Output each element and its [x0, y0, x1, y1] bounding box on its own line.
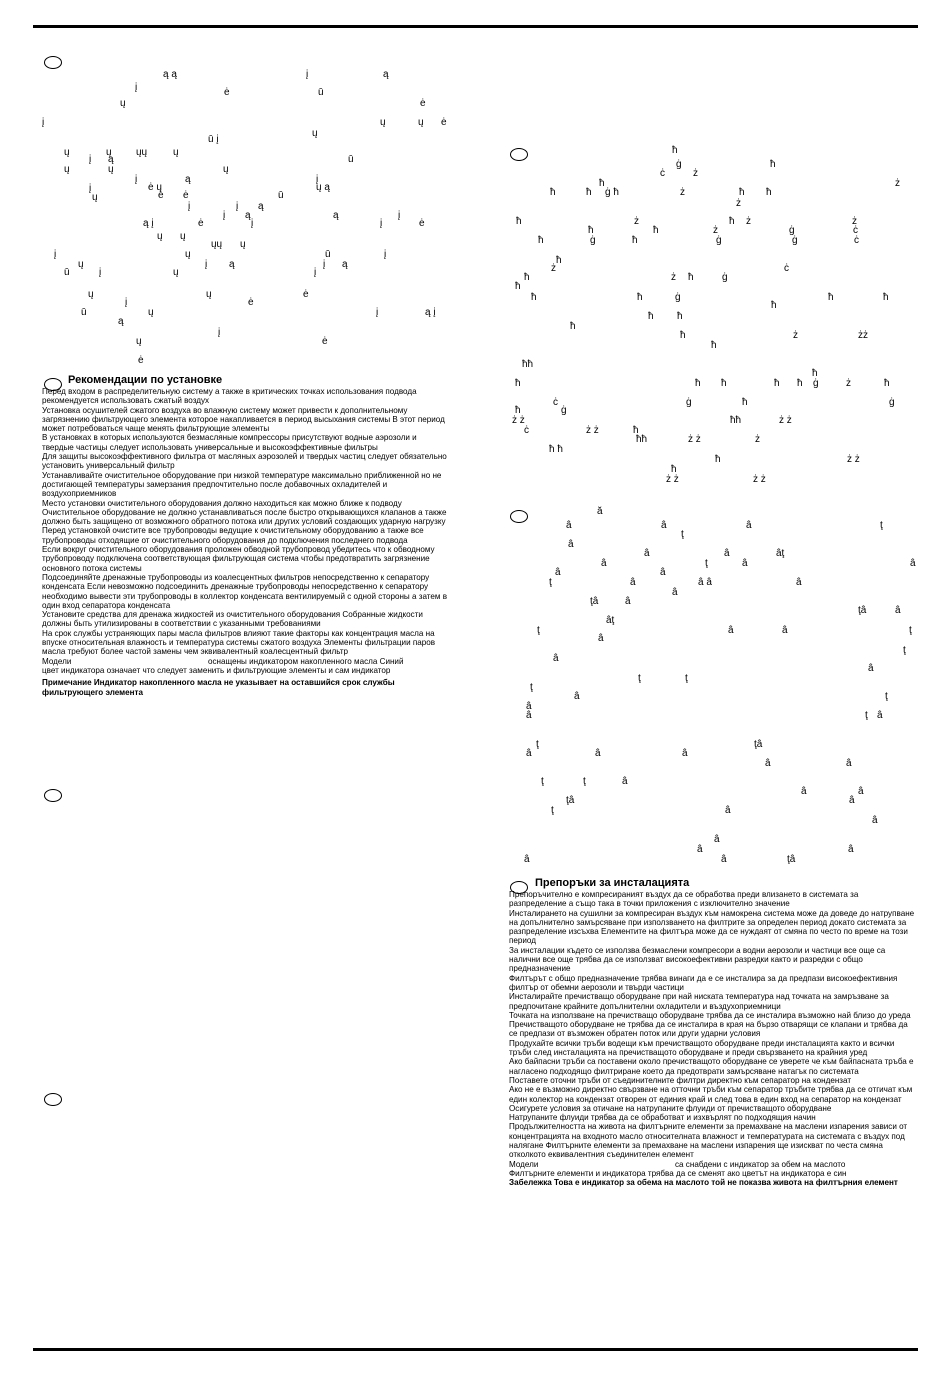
diacritic-glyph: â â [698, 577, 712, 588]
diacritic-glyph: ţ [681, 529, 684, 540]
diacritic-glyph: ą ą [163, 69, 177, 80]
diacritic-glyph: ų [78, 259, 84, 270]
diacritic-glyph: â [672, 587, 678, 598]
diacritic-glyph: ţ [583, 776, 586, 787]
diacritic-glyph: ħ [774, 378, 780, 389]
diacritic-glyph: ū [81, 307, 87, 318]
diacritic-glyph: â [910, 558, 916, 569]
section-title-ru: Рекомендации по установке [68, 374, 223, 386]
diacritic-glyph: â [895, 605, 901, 616]
diacritic-glyph: ġ [675, 292, 681, 303]
diacritic-glyph: ų [173, 267, 179, 278]
paragraph: Осигурете условия за отичане на натрупаните флуиди от пречистващото оборудване [509, 1103, 832, 1113]
diacritic-glyph: â [872, 815, 878, 826]
diacritic-glyph: ţ [705, 558, 708, 569]
paragraph: Инсталирайте пречистващо оборудване при най ниската температура над точката на замръзване за предпочитане крайните допълнителни охладители и въздухоприемници [509, 992, 889, 1011]
diacritic-glyph: ū į [208, 134, 219, 145]
diacritic-glyph: ż [680, 187, 685, 198]
paragraph: Для защиты высокоэффективного фильтра от масляных аэрозолей и твердых частиц следует обязательно установить универсальный фильтр [42, 452, 447, 471]
diacritic-glyph: ė [158, 190, 164, 201]
diacritic-glyph: ų [180, 231, 186, 242]
diacritic-glyph: ġ [590, 235, 596, 246]
diacritic-glyph: â [765, 758, 771, 769]
paragraph: Перед входом в распределительную систему а также в критических точках использования подвода рекомендуется использовать сжатый воздух [42, 387, 417, 406]
diacritic-glyph: ħ [588, 225, 594, 236]
diacritic-glyph: â [725, 805, 731, 816]
diacritic-glyph: ū [348, 154, 354, 165]
diacritic-glyph: ħ [632, 235, 638, 246]
diacritic-glyph: ż [852, 216, 857, 227]
diacritic-glyph: į [384, 249, 387, 260]
paragraph: Очистительное оборудование не должно устанавливаться после быстро открывающихся клапанов а также должно быть защищено от возможного обратного потока или других условий создающих ударную нагрузку [42, 507, 447, 527]
diacritic-glyph: ħ [633, 425, 639, 436]
diacritic-glyph: ų [88, 289, 94, 300]
diacritic-glyph: ġ [561, 405, 567, 416]
diacritic-glyph: ų [380, 117, 386, 128]
diacritic-glyph: ħ [531, 292, 537, 303]
diacritic-glyph: ų [120, 98, 126, 109]
language-marker-oval [44, 56, 62, 69]
diacritic-glyph: ġ ħ [605, 187, 619, 198]
diacritic-glyph: ų [92, 192, 98, 203]
diacritic-glyph: į [306, 69, 309, 80]
diacritic-glyph: ħ [550, 187, 556, 198]
diacritic-glyph: ħ [677, 311, 683, 322]
diacritic-glyph: â [574, 691, 580, 702]
diacritic-glyph: â [622, 776, 628, 787]
diacritic-glyph: ų [64, 164, 70, 175]
diacritic-glyph: ţâ [787, 854, 796, 865]
diacritic-glyph: â [644, 548, 650, 559]
language-marker-oval [44, 789, 62, 802]
diacritic-glyph: ħħ [522, 359, 534, 370]
diacritic-glyph: ġ [686, 397, 692, 408]
model-label-ru: Модели [42, 656, 72, 666]
paragraph: Если вокруг очистительного оборудования проложен обводной трубопровод убедитесь что к обводному трубопроводу подключена соответствующая фильтрующая система чтобы предотвратить загрязнение основного потока системы [42, 545, 435, 573]
diacritic-glyph: ġ [889, 397, 895, 408]
diacritic-glyph: ţâ [858, 605, 867, 616]
diacritic-glyph: ė [183, 190, 189, 201]
paragraph: В установках в которых используются безмасляные компрессоры присутствуют водные аэрозоли и твердые частицы следует использовать универсальные и высокоэффективные фильтры [42, 433, 417, 452]
diacritic-glyph: ż ż [688, 434, 701, 445]
diacritic-glyph: ė [138, 355, 144, 366]
paragraph: Установка осушителей сжатого воздуха во влажную систему может привести к дополнительному загрязнению фильтрующего элемента которое накапливается в период высыхания системы В этот период может потребоваться чаще менять фильтрующие элементы [42, 405, 445, 434]
diacritic-glyph: â [846, 758, 852, 769]
diacritic-glyph: ħ [515, 378, 521, 389]
paragraph: Натрупаните флуиди трябва да се обработват и изхвърлят по подходящия начин [509, 1113, 816, 1123]
diacritic-glyph: ţ [880, 520, 883, 531]
diacritic-glyph: ų [418, 117, 424, 128]
diacritic-glyph: ċ [853, 225, 858, 236]
diacritic-glyph: ą į [425, 307, 436, 318]
paragraph-list-ru [42, 387, 450, 657]
diacritic-glyph: ħ [556, 255, 562, 266]
diacritic-glyph: ż [846, 378, 851, 389]
diacritic-glyph: â [724, 548, 730, 559]
diacritic-glyph: ħ [671, 464, 677, 475]
bottom-rule [33, 1348, 918, 1351]
diacritic-glyph: ą [342, 259, 348, 270]
diacritic-glyph: â [682, 748, 688, 759]
diacritic-glyph: į [135, 82, 138, 93]
diacritic-glyph: į [89, 154, 92, 165]
diacritic-glyph: â [595, 748, 601, 759]
paragraph: Инсталирането на сушилни за компресиран въздух към намокрена система може да доведе до натрупване на допълнително замърсяване при използването на филтрите за определен период докато системата за разпределение изсъхва Елементите на филтъра може да се нуждаят от смяна по често по време на този период [509, 908, 915, 946]
section-bg [509, 877, 918, 1188]
diacritic-glyph: ħ [721, 378, 727, 389]
diacritic-glyph: į [99, 267, 102, 278]
diacritic-glyph: ż [895, 178, 900, 189]
language-marker-oval [44, 1093, 62, 1106]
diacritic-glyph: ż [755, 434, 760, 445]
diacritic-glyph: ū [325, 249, 331, 260]
diacritic-glyph: į [323, 259, 326, 270]
diacritic-glyph: ą [245, 210, 251, 221]
diacritic-glyph: ħ [637, 292, 643, 303]
model-line-bg [509, 1160, 918, 1169]
diacritic-glyph: ţ [909, 625, 912, 636]
diacritic-glyph: ė [224, 87, 230, 98]
diacritic-glyph: ċ [784, 263, 789, 274]
diacritic-glyph: ż [634, 216, 639, 227]
diacritic-glyph: į [236, 201, 239, 212]
diacritic-glyph: ż [713, 225, 718, 236]
diacritic-glyph: ż [671, 272, 676, 283]
diacritic-glyph: â [568, 539, 574, 550]
diacritic-glyph: ż [746, 216, 751, 227]
diacritic-glyph: âţ [776, 548, 785, 559]
diacritic-glyph: į [125, 297, 128, 308]
diacritic-glyph: į [223, 210, 226, 221]
diacritic-glyph: ħ [653, 225, 659, 236]
diacritic-glyph: ħ [516, 216, 522, 227]
diacritic-glyph: ħħ [636, 434, 648, 445]
diacritic-glyph: ų [185, 249, 191, 260]
paragraph-list-bg [509, 890, 918, 1160]
paragraph: Ако байпасни тръби са поставени около пречистващото оборудване се уверете че към байпасната тръба е нагласено подходящо филтриране което да предотврати замърсяване натагък по системата [509, 1057, 914, 1076]
diacritic-glyph: ż ż [753, 474, 766, 485]
diacritic-glyph: żż [858, 330, 868, 341]
diacritic-glyph: â [555, 567, 561, 578]
paragraph: Перед установкой очистите все трубопроводы ведущие к очистительному оборудованию а также все трубопроводы отходящие от очистительного оборудования до подключения последнего подвода [42, 526, 424, 545]
diacritic-glyph: ż [736, 198, 741, 209]
diacritic-glyph: ą [258, 201, 264, 212]
diacritic-glyph: ą į [143, 218, 154, 229]
diacritic-glyph: ų ą [316, 182, 330, 193]
diacritic-glyph: į [89, 183, 92, 194]
section-title-bg: Препоръки за инсталацията [535, 877, 690, 889]
paragraph: Поставете оточни тръби от съединителните филтри директно към сепаратор на кондензат [509, 1075, 852, 1085]
diacritic-glyph: į [380, 218, 383, 229]
diacritic-glyph: ą [118, 316, 124, 327]
diacritic-glyph: â [782, 625, 788, 636]
diacritic-glyph: ċ [524, 425, 529, 436]
diacritic-glyph: ţâ [566, 795, 575, 806]
diacritic-glyph: â [848, 844, 854, 855]
diacritic-glyph: į [316, 174, 319, 185]
diacritic-glyph: ħ [599, 178, 605, 189]
diacritic-glyph: ų [64, 147, 70, 158]
diacritic-glyph: ż ż [847, 454, 860, 465]
diacritic-glyph: ţ [865, 710, 868, 721]
paragraph: Продължителността на живота на филтърните елементи за премахване на маслени изпарения зависи от концентрацията на входното масло относителната влажност и температурата на системата с въздух под налягане Филтърните елементи за премахване на маслени изпарения ще изискват по честа смяна отколкото еквивалентния съединителен елемент [509, 1122, 908, 1160]
diacritic-glyph: ų [206, 289, 212, 300]
model-continuation-ru: цвет индикатора означает что следует заменить и фильтрующие элементы и сам индикатор [42, 665, 391, 675]
diacritic-glyph: ħ [672, 145, 678, 156]
diacritic-glyph: ė [420, 98, 426, 109]
diacritic-glyph: ų [106, 147, 112, 158]
diacritic-glyph: ų [148, 307, 154, 318]
diacritic-glyph: į [135, 174, 138, 185]
model-text-bg: са снабдени с индикатор за обем на маслото [675, 1159, 846, 1169]
diacritic-glyph: ġ [792, 235, 798, 246]
model-label-bg: Модели [509, 1159, 539, 1169]
diacritic-glyph: â [728, 625, 734, 636]
diacritic-glyph: ġ [716, 235, 722, 246]
diacritic-glyph: ė [441, 117, 447, 128]
diacritic-glyph: ġ [789, 225, 795, 236]
diacritic-glyph: ż ż [666, 474, 679, 485]
diacritic-glyph: ą [383, 69, 389, 80]
paragraph: Точката на използване на пречистващо оборудване трябва да се инсталира възможно най близо до уреда [509, 1010, 911, 1020]
paragraph: Подсоединяйте дренажные трубопроводы из коалесцентных фильтров непосредственно к сепаратору конденсата Если невозможно подсоединить дренажные трубопроводы непосредственно к сепаратору необходимо вывести эти трубопроводы в коллектор конденсата вентилируемый с одной стороны а затем в один вход сепаратора конденсата [42, 572, 448, 610]
diacritic-glyph: ħ [770, 159, 776, 170]
model-line-ru [42, 657, 450, 666]
diacritic-glyph: ė [322, 336, 328, 347]
diacritic-glyph: ū [278, 190, 284, 201]
diacritic-glyph: â [526, 701, 532, 712]
diacritic-glyph: ħ [729, 216, 735, 227]
diacritic-glyph: ė [198, 218, 204, 229]
diacritic-glyph: ą [333, 210, 339, 221]
diacritic-glyph: ţ [536, 739, 539, 750]
diacritic-glyph: ħ [742, 397, 748, 408]
diacritic-glyph: ħ [515, 405, 521, 416]
diacritic-glyph: â [661, 520, 667, 531]
diacritic-glyph: ħ [828, 292, 834, 303]
diacritic-glyph: ų [223, 164, 229, 175]
diacritic-glyph: ą [229, 259, 235, 270]
paragraph: Филтърът с общо предназначение трябва винаги да е се инсталира за да предпази високоефективния филтър от обемни аерозоли и твърди частици [509, 973, 898, 992]
diacritic-glyph: ų [136, 336, 142, 347]
diacritic-glyph: ħ [715, 454, 721, 465]
diacritic-glyph: ż [793, 330, 798, 341]
diacritic-glyph: ė [419, 218, 425, 229]
diacritic-glyph: â [742, 558, 748, 569]
model-text-ru: оснащены индикатором накопленного масла Синий [208, 656, 404, 666]
model-continuation-bg: Филтърните елементи и индикатора трябва да се сменят ако цветът на индикатора е син [509, 1168, 847, 1178]
diacritic-glyph: ħ [884, 378, 890, 389]
diacritic-glyph: ų [108, 164, 114, 175]
diacritic-glyph: ųų [136, 147, 148, 158]
diacritic-glyph: ţ [549, 577, 552, 588]
diacritic-glyph: â [625, 596, 631, 607]
diacritic-glyph: ţ [530, 682, 533, 693]
diacritic-glyph: ż [693, 168, 698, 179]
paragraph: Продухайте всички тръби водещи към пречистващото оборудване преди инсталацията както и всички тръби след инсталацията на пречистващото оборудване и преди свързването на крайния уред [509, 1038, 895, 1058]
diacritic-glyph: ų [173, 147, 179, 158]
diacritic-glyph: â [526, 748, 532, 759]
diacritic-glyph: ė [248, 297, 254, 308]
diacritic-glyph: ţ [885, 691, 888, 702]
diacritic-glyph: â [630, 577, 636, 588]
diacritic-glyph: âţ [606, 615, 615, 626]
diacritic-glyph: ą [108, 154, 114, 165]
diacritic-glyph: ġ [676, 159, 682, 170]
paragraph: Ако не е възможно директно свързване на отточни тръби към сепаратор тръбите трябва да се отгичат към един колектор на кондензат отворен от единия край и след това в един вход на сепаратор на кондензат [509, 1085, 913, 1104]
diacritic-glyph: ħ [680, 330, 686, 341]
diacritic-glyph: ż [551, 263, 556, 274]
diacritic-glyph: ħ [739, 187, 745, 198]
diacritic-glyph: â [524, 854, 530, 865]
section-ru [42, 374, 450, 697]
diacritic-glyph: ū [318, 87, 324, 98]
diacritic-glyph: â [877, 710, 883, 721]
diacritic-glyph: ų [312, 128, 318, 139]
diacritic-glyph: ħ [771, 300, 777, 311]
top-rule [33, 25, 918, 28]
diacritic-glyph: â [598, 633, 604, 644]
diacritic-glyph: â [849, 795, 855, 806]
diacritic-glyph: â [868, 663, 874, 674]
diacritic-glyph: ħ [688, 272, 694, 283]
diacritic-glyph: â [601, 558, 607, 569]
paragraph: Установите средства для дренажа жидкостей из очистительного оборудования Собранные жидкости должны быть утилизированы в соответствии с указанными требованиями [42, 610, 423, 629]
diacritic-glyph: â [526, 710, 532, 721]
diacritic-glyph: į [54, 249, 57, 260]
diacritic-glyph: ħ [812, 368, 818, 379]
diacritic-glyph: į [398, 210, 401, 221]
diacritic-glyph: ţâ [754, 739, 763, 750]
diacritic-glyph: ė ų [148, 182, 162, 193]
diacritic-glyph: ħ [586, 187, 592, 198]
diacritic-glyph: ųų [211, 239, 223, 250]
diacritic-glyph: ė [303, 289, 309, 300]
paragraph: Место установки очистительного оборудования должно находиться как можно ближе к подводу [42, 498, 402, 508]
diacritic-glyph: ţ [537, 625, 540, 636]
diacritic-glyph: â [553, 653, 559, 664]
paragraph: Препоръчително е компресираният въздух да се обработва преди влизането в системата за разпределение а също така в точки приложения с изключително значение [509, 890, 859, 909]
diacritic-glyph: ħ [648, 311, 654, 322]
diacritic-glyph: ħ [524, 272, 530, 283]
diacritic-glyph: ħ [766, 187, 772, 198]
diacritic-glyph: â [660, 567, 666, 578]
diacritic-glyph: ţ [551, 805, 554, 816]
diacritic-glyph: ħ [711, 340, 717, 351]
diacritic-glyph: ţ [685, 673, 688, 684]
diacritic-glyph: ċ [854, 235, 859, 246]
language-marker-oval [510, 148, 528, 161]
diacritic-glyph: ġ [722, 272, 728, 283]
diacritic-glyph: ă [597, 506, 603, 517]
diacritic-glyph: ż ż [512, 415, 525, 426]
diacritic-glyph: ċ [660, 168, 665, 179]
paragraph: За инсталации където се използва безмаслени компресори а водни аерозоли и частици все още са налични все още трябва да се използват високоефективни разредки както и разредки с общо предназначение [509, 945, 886, 974]
note-bg: Забележка Това е индикатор за обема на маслото той не показва живота на филтърния елемент [509, 1178, 898, 1188]
diacritic-glyph: į [205, 259, 208, 270]
paragraph: Устанавливайте очистительное оборудование при низкой температуре максимально приближенной но не достигающей температуры замерзания предпочтительно после добавочных охладителей и воздухоприемников [42, 470, 442, 499]
diacritic-glyph: â [566, 520, 572, 531]
diacritic-glyph: â [796, 577, 802, 588]
diacritic-glyph: ħ [570, 321, 576, 332]
diacritic-glyph: â [746, 520, 752, 531]
diacritic-glyph: ħ [695, 378, 701, 389]
diacritic-glyph: ţ [541, 776, 544, 787]
note-ru: Примечание Индикатор накопленного масла не указывает на оставшийся срок службы фильтрующего элемента [42, 678, 395, 697]
diacritic-glyph: į [376, 307, 379, 318]
language-marker-oval [510, 510, 528, 523]
diacritic-glyph: į [218, 327, 221, 338]
diacritic-glyph: â [714, 834, 720, 845]
diacritic-glyph: ħ [797, 378, 803, 389]
diacritic-glyph: â [697, 844, 703, 855]
diacritic-glyph: ġ [813, 378, 819, 389]
diacritic-glyph: ţâ [590, 596, 599, 607]
diacritic-glyph: ū [64, 267, 70, 278]
diacritic-glyph: â [801, 786, 807, 797]
diacritic-glyph: ţ [903, 645, 906, 656]
diacritic-glyph: ħ [538, 235, 544, 246]
diacritic-glyph: â [858, 786, 864, 797]
diacritic-glyph: â [721, 854, 727, 865]
diacritic-glyph: ħ [515, 281, 521, 292]
paragraph: На срок службы устраняющих пары масла фильтров влияют такие факторы как концентрация масла на впуске относительная влажность и температура системы сжатого воздуха Элементы фильтрации паров масла требуют более частой замены чем эквивалентный коалесцентный фильтр [42, 628, 436, 657]
diacritic-glyph: ţ [638, 673, 641, 684]
diacritic-glyph: ħ ħ [549, 444, 563, 455]
diacritic-glyph: ą [185, 174, 191, 185]
diacritic-glyph: ħħ [730, 415, 742, 426]
diacritic-glyph: ż ż [586, 425, 599, 436]
diacritic-glyph: ħ [883, 292, 889, 303]
paragraph: Пречистващото оборудване не трябва да се инсталира в края на бързо отварящи се клапани и трябва да се предпази от възможен обратен поток или други ударни условия [509, 1020, 908, 1039]
diacritic-glyph: į [188, 201, 191, 212]
diacritic-glyph: ċ [553, 397, 558, 408]
diacritic-glyph: į [314, 267, 317, 278]
diacritic-glyph: ų [240, 239, 246, 250]
diacritic-glyph: ų [157, 231, 163, 242]
diacritic-glyph: į [251, 218, 254, 229]
diacritic-glyph: į [42, 117, 45, 128]
diacritic-glyph: ż ż [779, 415, 792, 426]
